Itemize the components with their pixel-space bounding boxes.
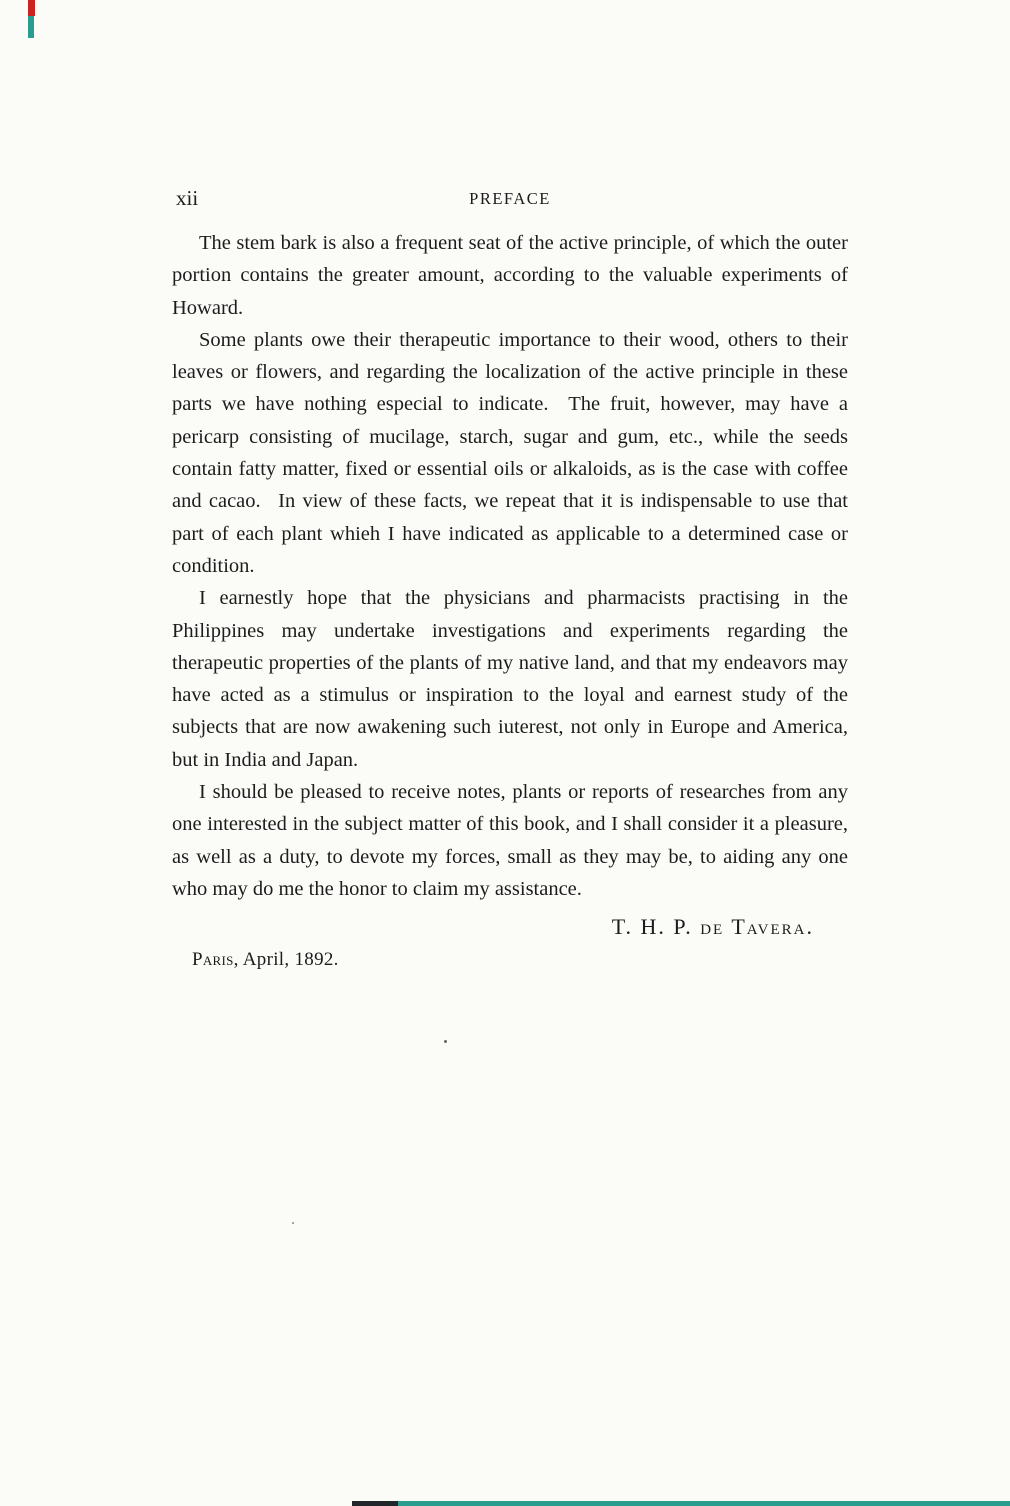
paragraph-2: Some plants owe their therapeutic importance to their wood, others to their leaves or flowers, and regarding the localization of the active principle in these parts we have nothing especial to indicate. The fruit, however, may have a pericarp consisting of mucilage, starch, sugar and gum, etc., while the seeds contain fatty matter, fixed or essential oils or alkaloids, as is the case with coffee and cacao. In view of these facts, we repeat that it is indispensable to use that part of each plant whieh I have indicated as applicable to a determined case or condition. [172,328,848,577]
scan-speck [292,1222,294,1224]
page-number: xii [176,186,199,210]
preface-text-block [172,227,848,976]
paragraph-3: I earnestly hope that the physicians and pharmacists practising in the Philippines may undertake investigations and experiments regarding the therapeutic properties of the plants of my native land, and that my endeavors may have acted as a stimulus or inspiration to the loyal and earnest study of the subjects that are now awakening such iuterest, not only in Europe and America, but in India and Japan. [172,587,848,771]
paragraph-4: I should be pleased to receive notes, plants or reports of researches from any one interested in the subject matter of this book, and I shall consider it a pleasure, as well as a duty, to devote my forces, small as they may be, to aiding any one who may do me the honor to claim my assistance. [172,781,848,900]
page-header [172,186,848,214]
scan-artifact-bottom-dark [352,1501,398,1506]
scan-artifact-teal-top [28,16,34,38]
running-title: PREFACE [469,189,551,208]
dateline-date: April, 1892. [242,948,339,970]
dateline [172,944,848,976]
paragraph-1: The stem bark is also a frequent seat of the active principle, of which the outer portion contains the greater amount, according to the valuable experiments of Howard. [172,232,848,319]
scan-artifact-bottom-teal [398,1501,1010,1506]
scan-speck [444,1040,447,1043]
scan-artifact-red [28,0,35,16]
author-signature: T. H. P. de Tavera. [611,914,814,940]
dateline-place: Paris, [192,948,239,970]
